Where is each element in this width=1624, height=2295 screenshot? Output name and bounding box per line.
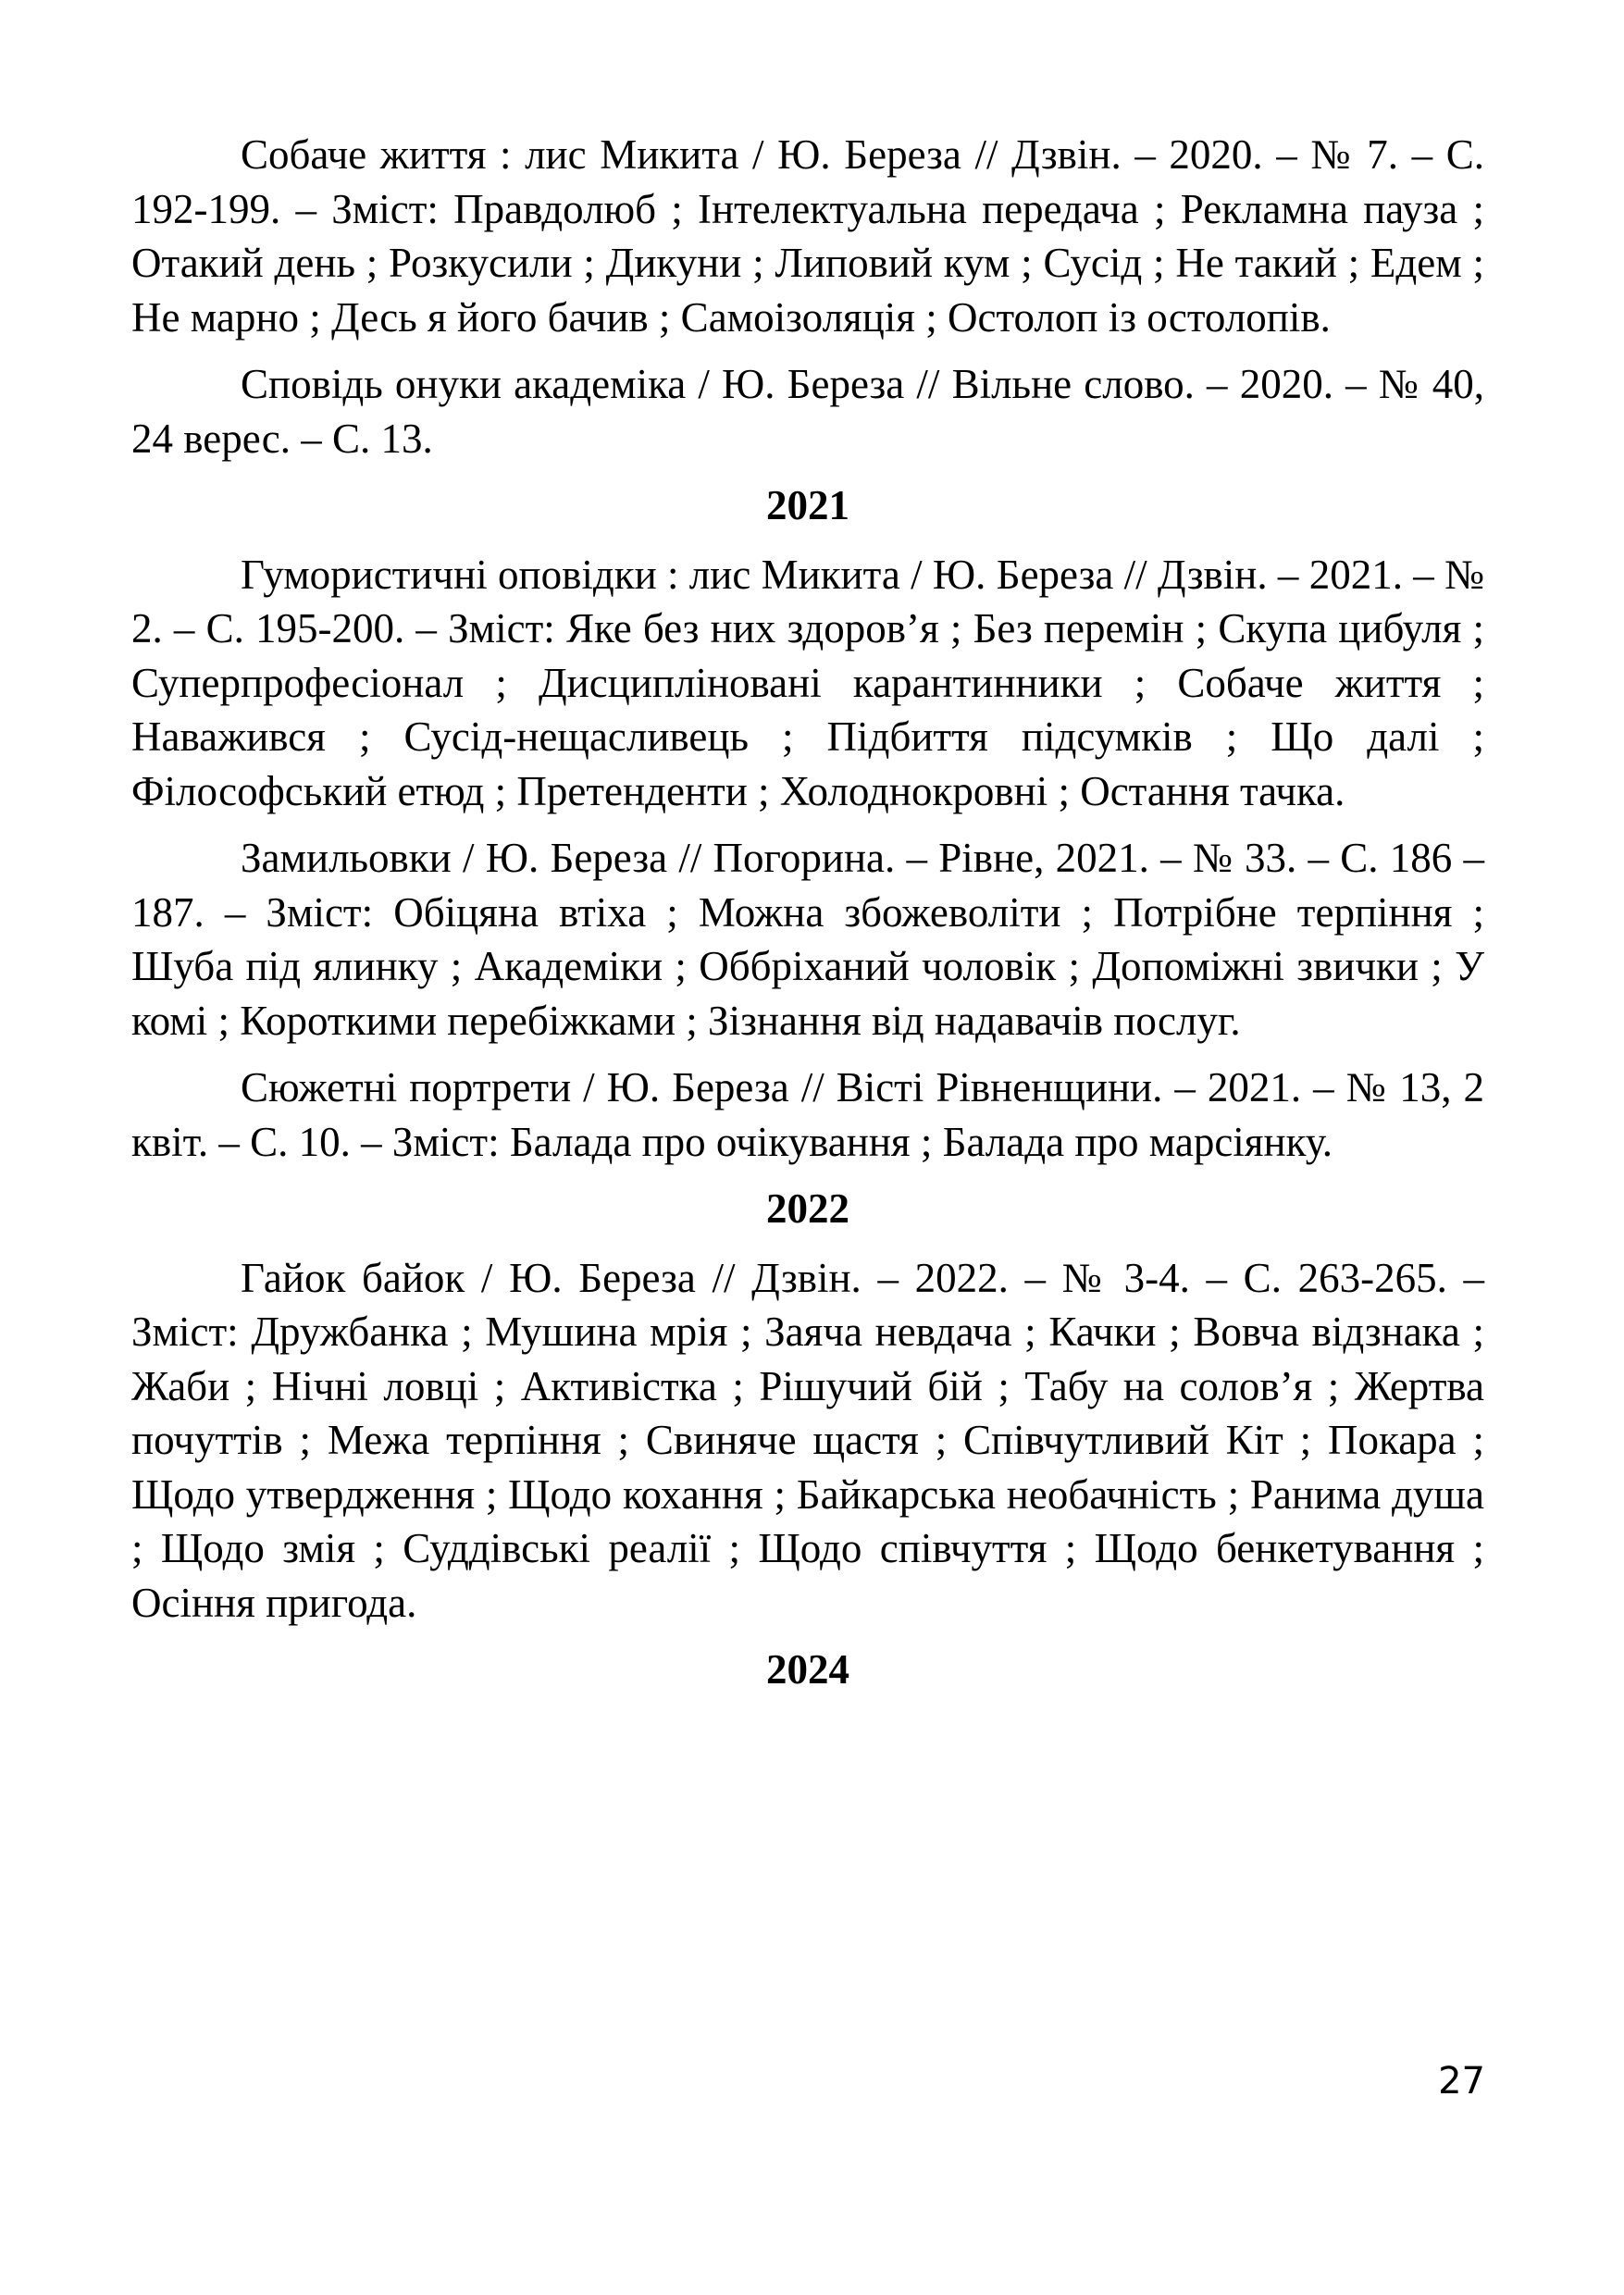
bibliography-entry: Сповідь онуки академіка / Ю. Береза // Вільне слово. – 2020. – № 40, 24 верес. – С. 13. [131,361,1484,462]
bibliography-entry: Сюжетні портрети / Ю. Береза // Вісті Рівненщини. – 2021. – № 13, 2 квіт. – С. 10. – Зміст: Балада про очікування ; Балада про марсіянку. [131,1064,1484,1165]
page-content [131,128,1484,1712]
bibliography-entry: Собаче життя : лис Микита / Ю. Береза // Дзвін. – 2020. – № 7. – С. 192-199. – Зміст: Правдолюб ; Інтелектуальна передача ; Рекламна пауза ; Отакий день ; Розкусили ; Дикуни ; Липовий кум ; Сусід ; Не такий ; Едем ; Не марно ; Десь я його бачив ; Самоізоляція ; Остолоп із остолопів. [131,131,1484,341]
year-heading-2024: 2024 [766,1646,849,1693]
year-heading-2022: 2022 [766,1185,849,1232]
bibliography-entry: Замильовки / Ю. Береза // Погорина. – Рівне, 2021. – № 33. – С. 186 –187. – Зміст: Обіцяна втіха ; Можна збожеволіти ; Потрібне терпіння ; Шуба під ялинку ; Академіки ; Оббріханий чоловік ; Допоміжні звички ; У комі ; Короткими перебіжками ; Зізнання від надавачів послуг. [131,835,1484,1044]
year-heading-2021: 2021 [766,482,849,528]
bibliography-entry: Гайок байок / Ю. Береза // Дзвін. – 2022. – № 3-4. – С. 263-265. – Зміст: Дружбанка ; Мушина мрія ; Заяча невдача ; Качки ; Вовча відзнака ; Жаби ; Нічні ловці ; Активістка ; Рішучий бій ; Табу на солов’я ; Жертва почуттів ; Межа терпіння ; Свиняче щастя ; Співчутливий Кіт ; Покара ; Щодо утвердження ; Щодо кохання ; Байкарська необачність ; Ранима душа ; Щодо змія ; Суддівські реалії ; Щодо співчуття ; Щодо бенкетування ; Осіння пригода. [131,1254,1484,1626]
page-number: 27 [1438,2060,1485,2103]
bibliography-entry: Гумористичні оповідки : лис Микита / Ю. Береза // Дзвін. – 2021. – № 2. – С. 195-200. – Зміст: Яке без них здоров’я ; Без перемін ; Скупа цибуля ; Суперпрофесіонал ; Дисципліновані карантинники ; Собаче життя ; Наважився ; Сусід-нещасливець ; Підбиття підсумків ; Що далі ; Філософський етюд ; Претенденти ; Холоднокровні ; Остання тачка. [131,551,1484,814]
